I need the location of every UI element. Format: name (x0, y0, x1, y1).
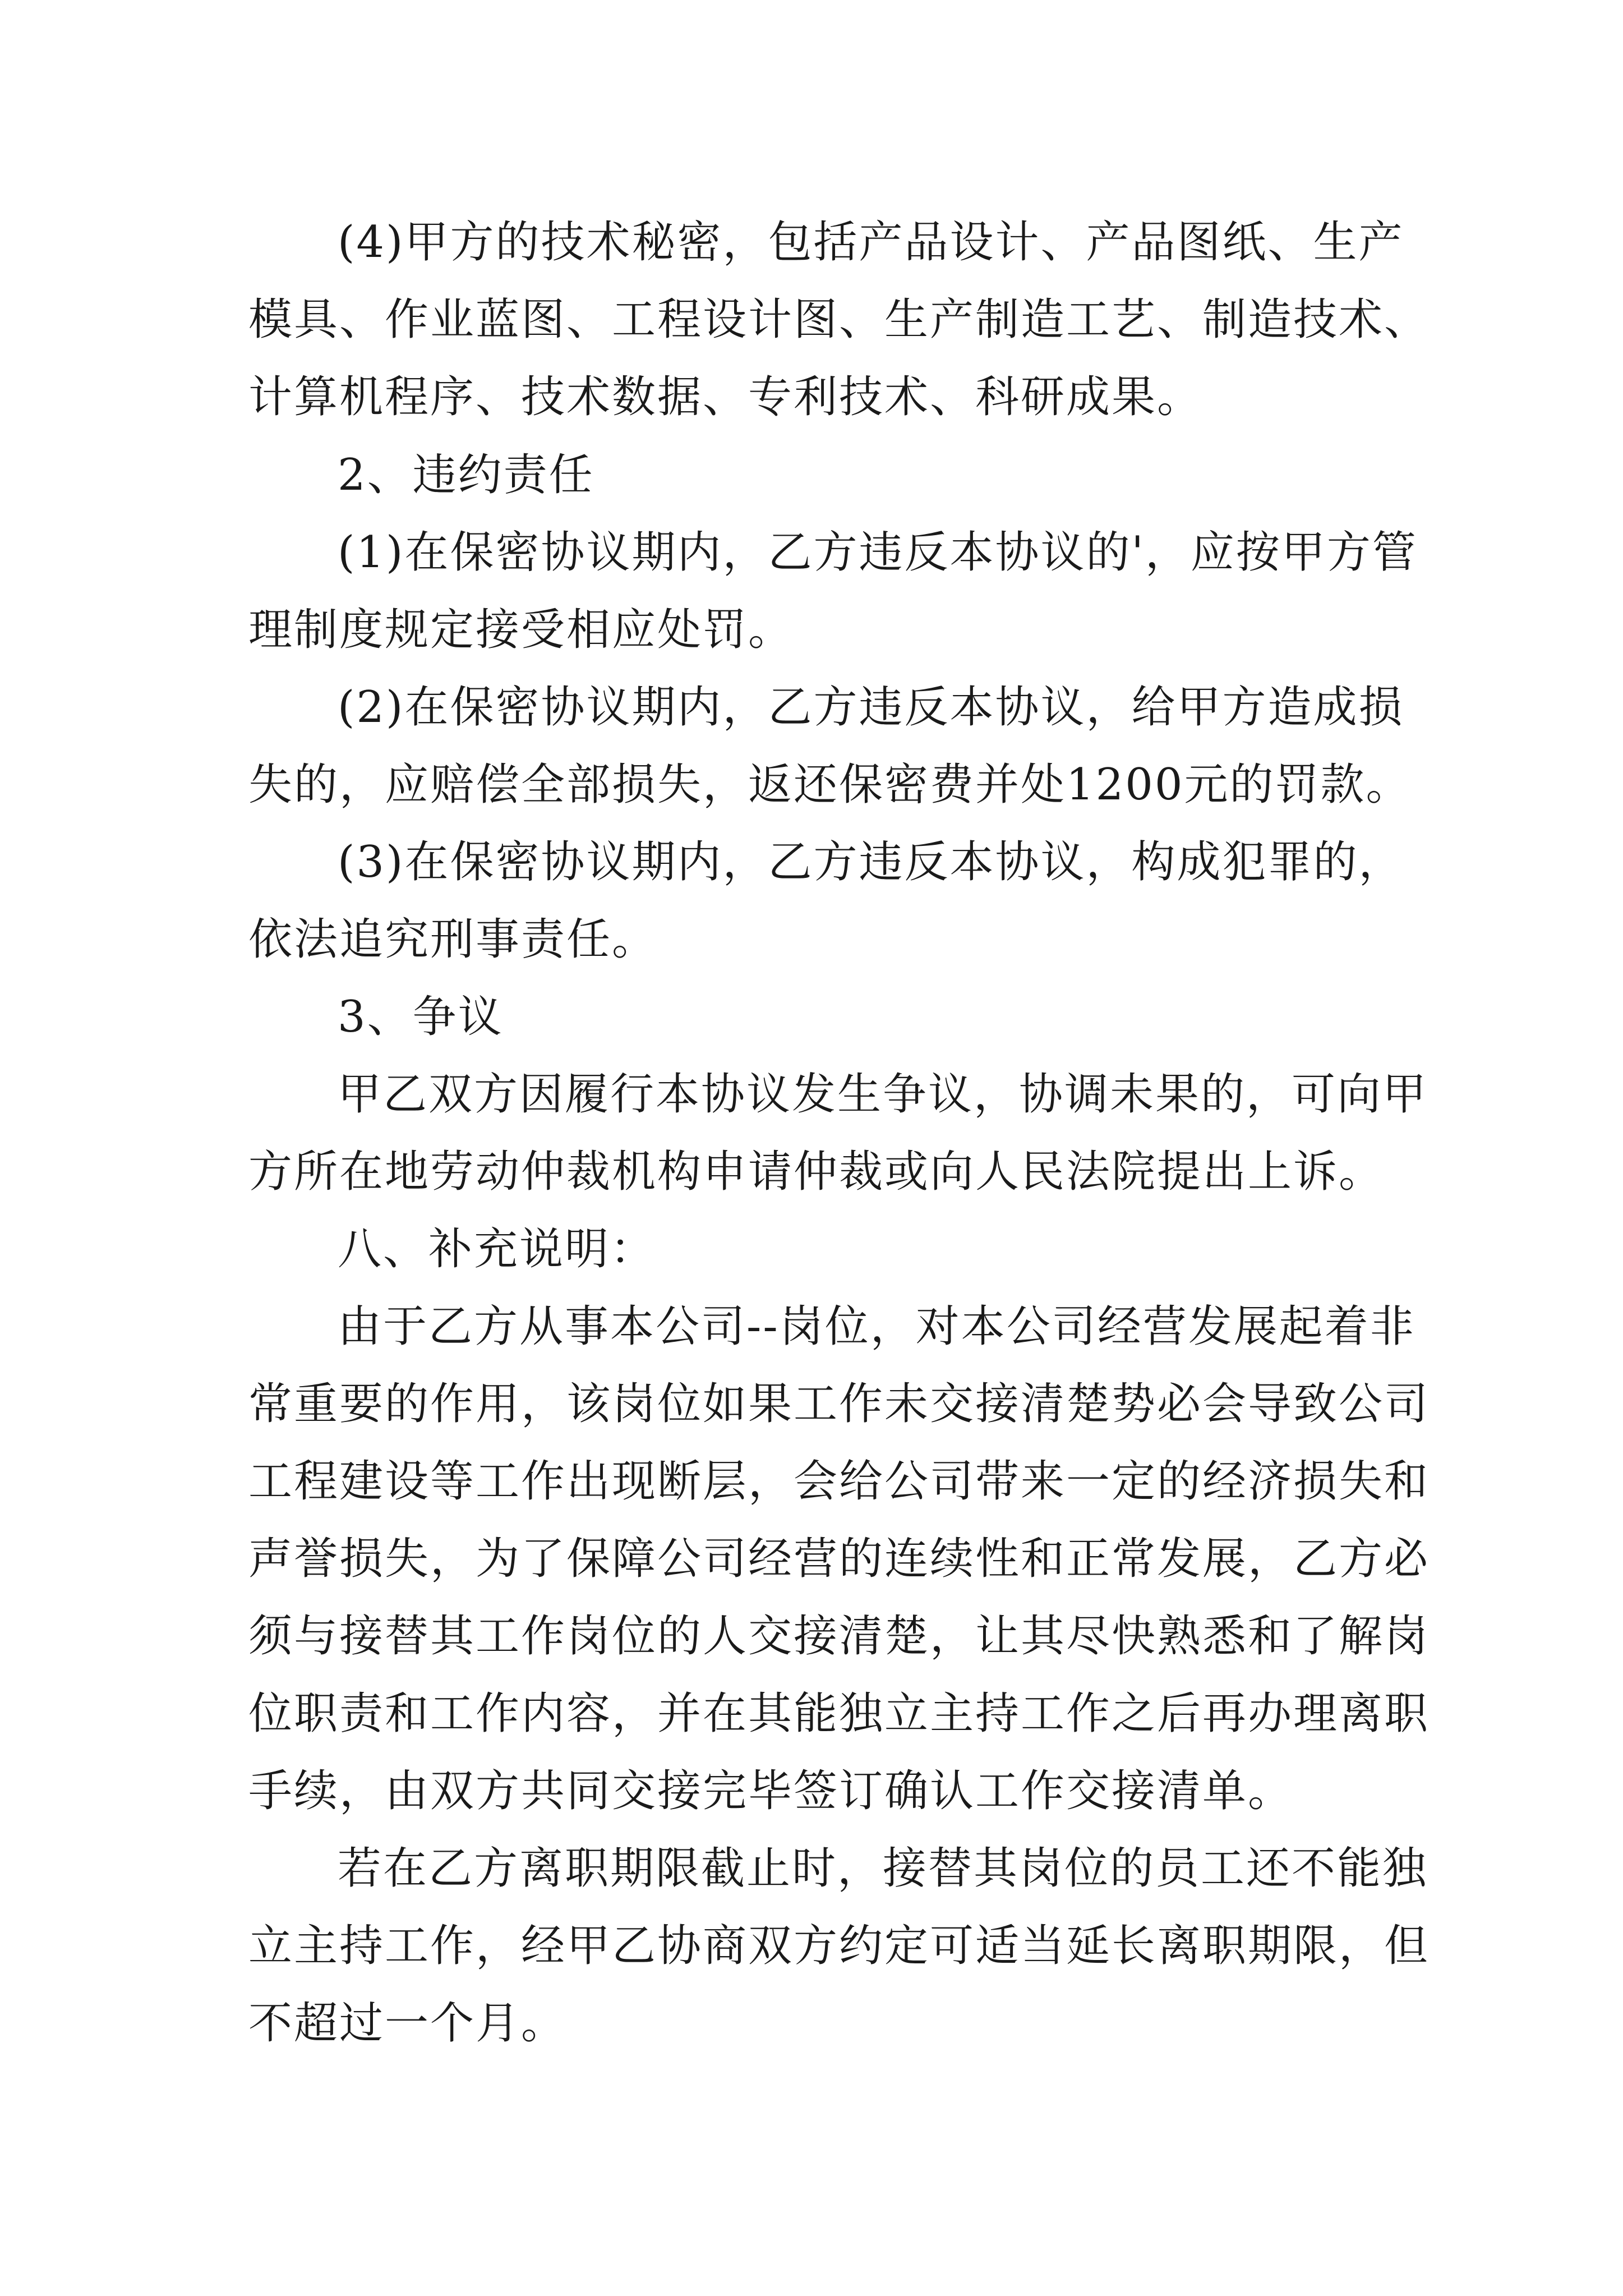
text-line: 若在乙方离职期限截止时，接替其岗位的员工还不能独 (338, 1843, 1428, 1894)
text-line: 手续，由双方共同交接完毕签订确认工作交接清单。 (248, 1766, 1294, 1816)
text-line: (4)甲方的技术秘密，包括产品设计、产品图纸、生产 (338, 217, 1404, 268)
text-line: 甲乙双方因履行本协议发生争议，协调未果的，可向甲 (338, 1069, 1428, 1120)
text-line: 八、补充说明： (338, 1224, 656, 1274)
text-line: 声誉损失，为了保障公司经营的连续性和正常发展，乙方必 (248, 1534, 1430, 1584)
text-line: 位职责和工作内容，并在其能独立主持工作之后再办理离职 (248, 1688, 1430, 1739)
text-line: (2)在保密协议期内，乙方违反本协议，给甲方造成损 (338, 682, 1404, 733)
text-line: 常重要的作用，该岗位如果工作未交接清楚势必会导致公司 (248, 1379, 1430, 1429)
text-line: 失的，应赔偿全部损失，返还保密费并处1200元的罚款。 (248, 760, 1412, 810)
text-line: 2、违约责任 (338, 450, 594, 500)
text-line: 不超过一个月。 (248, 1998, 567, 2049)
text-line: 模具、作业蓝图、工程设计图、生产制造工艺、制造技术、 (248, 295, 1430, 345)
text-line: (1)在保密协议期内，乙方违反本协议的'，应按甲方管 (338, 527, 1418, 578)
text-line: 方所在地劳动仲裁机构申请仲裁或向人民法院提出上诉。 (248, 1147, 1385, 1197)
text-line: 须与接替其工作岗位的人交接清楚，让其尽快熟悉和了解岗 (248, 1611, 1430, 1662)
text-line: 工程建设等工作出现断层，会给公司带来一定的经济损失和 (248, 1456, 1430, 1507)
text-line: (3)在保密协议期内，乙方违反本协议，构成犯罪的， (338, 837, 1404, 887)
text-line: 立主持工作，经甲乙协商双方约定可适当延长离职期限，但 (248, 1921, 1430, 1971)
text-line: 理制度规定接受相应处罚。 (248, 605, 794, 655)
text-line: 依法追究刑事责任。 (248, 914, 658, 965)
text-line: 3、争议 (338, 992, 504, 1042)
text-line: 计算机程序、技术数据、专利技术、科研成果。 (248, 372, 1203, 422)
text-line: 由于乙方从事本公司--岗位，对本公司经营发展起着非 (338, 1301, 1415, 1352)
